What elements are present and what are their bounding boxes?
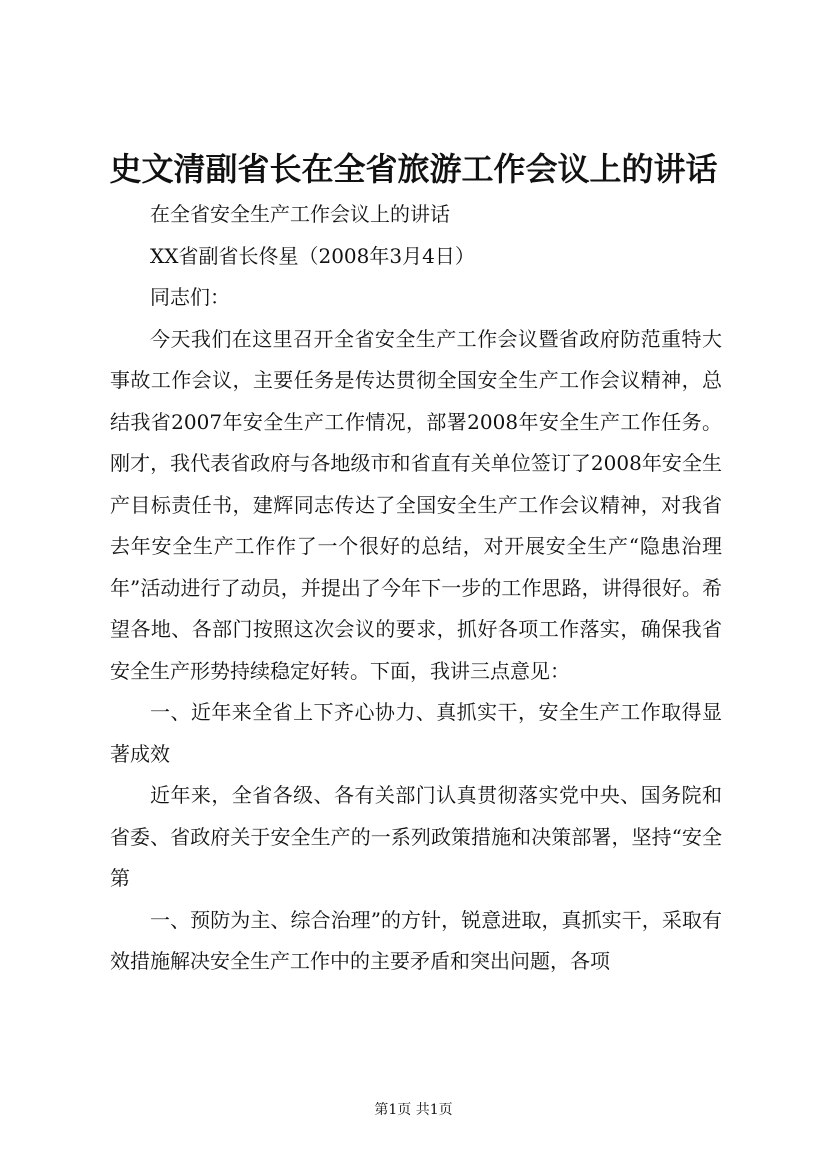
body-paragraph: 近年来，全省各级、各有关部门认真贯彻落实党中央、国务院和省委、省政府关于安全生产的一系列政策措施和决策部署，坚持“安全第 xyxy=(110,783,722,890)
document-body xyxy=(110,194,722,983)
salutation-paragraph: 同志们： xyxy=(150,285,230,309)
body-paragraph: 一、预防为主、综合治理”的方针，锐意进取，真抓实干，采取有效措施解决安全生产工作中的主要矛盾和突出问题，各项 xyxy=(110,907,722,973)
section-heading-paragraph: 一、近年来全省上下齐心协力、真抓实干，安全生产工作取得显著成效 xyxy=(110,700,722,766)
speaker-paragraph: XX省副省长佟星（2008年3月4日） xyxy=(150,243,475,268)
page-footer: 第1页 共1页 xyxy=(374,1102,453,1118)
document-title: 史文清副省长在全省旅游工作会议上的讲话 xyxy=(109,150,718,188)
subtitle-paragraph: 在全省安全生产工作会议上的讲话 xyxy=(150,202,450,226)
body-paragraph: 今天我们在这里召开全省安全生产工作会议暨省政府防范重特大事故工作会议，主要任务是传达贯彻全国安全生产工作会议精神，总结我省2007年安全生产工作情况，部署2008年安全生产工作任务。刚才，我代表省政府与各地级市和省直有关单位签订了2008年安全生产目标责任书，建辉同志传达了全国安全生产工作会议精神，对我省去年安全生产工作作了一个很好的总结，对开展安全生产“隐患治理年”活动进行了动员，并提出了今年下一步的工作思路，讲得很好。希望各地、各部门按照这次会议的要求，抓好各项工作落实，确保我省安全生产形势持续稳定好转。下面，我讲三点意见： xyxy=(110,326,722,683)
